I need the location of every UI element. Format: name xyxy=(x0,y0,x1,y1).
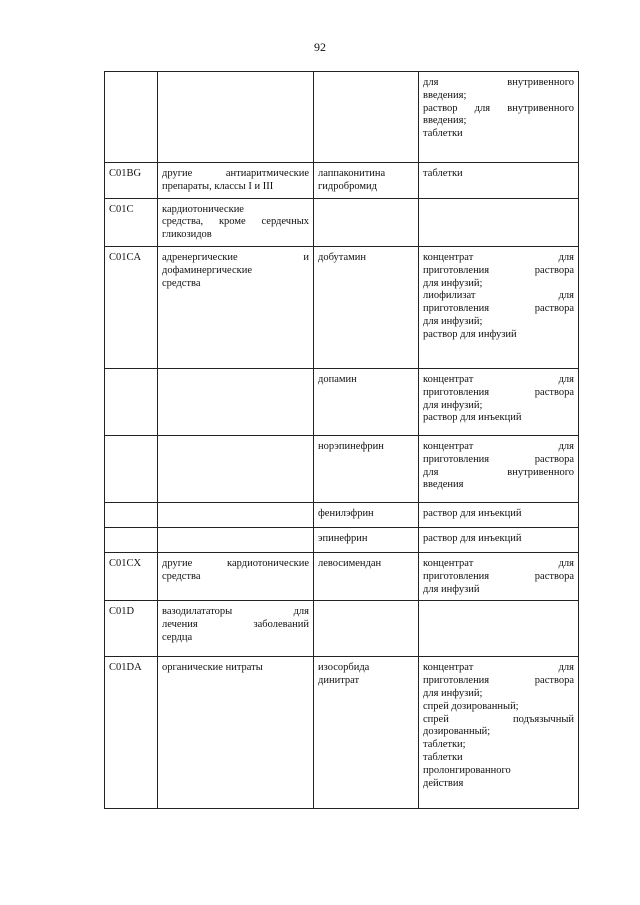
table-row xyxy=(105,246,579,368)
dosage-forms-cell xyxy=(419,435,579,502)
cell-line: препараты, классы I и III xyxy=(162,180,274,192)
cell-line: спрей подъязычный xyxy=(423,713,574,725)
group-cell xyxy=(158,246,314,368)
cell-line: приготовления раствора xyxy=(423,386,574,398)
cell-line: дофаминергические xyxy=(162,264,253,276)
cell-line: средства xyxy=(162,277,201,289)
cell-line: адренергические и xyxy=(162,251,309,263)
cell-line: гликозидов xyxy=(162,229,212,241)
drug-name-cell xyxy=(314,435,419,502)
cell-line: приготовления раствора xyxy=(423,453,574,465)
table-row xyxy=(105,435,579,502)
cell-line: фенилэфрин xyxy=(318,507,374,519)
cell-line: для внутривенного xyxy=(423,77,574,88)
cell-line: лаппаконитина xyxy=(318,168,386,179)
cell-line: средства, кроме сердечных xyxy=(162,216,309,228)
cell-line: раствор для инъекций xyxy=(423,532,522,544)
cell-line: введения; xyxy=(423,115,467,127)
dosage-forms-cell xyxy=(419,198,579,246)
cell-line: таблетки xyxy=(423,128,463,140)
atc-code-cell xyxy=(105,657,158,809)
cell-line: введения xyxy=(423,479,464,491)
cell-line: для инфузий; xyxy=(423,315,483,327)
cell-line: таблетки; xyxy=(423,739,466,751)
drug-name-cell xyxy=(314,163,419,199)
cell-line: концентрат для xyxy=(423,251,574,263)
cell-line: изосорбида xyxy=(318,662,370,674)
cell-line: эпинефрин xyxy=(318,532,368,544)
dosage-forms-cell xyxy=(419,601,579,657)
table-row xyxy=(105,72,579,163)
drug-name-cell xyxy=(314,527,419,552)
dosage-forms-cell xyxy=(419,502,579,527)
cell-text: C01D xyxy=(109,606,135,618)
cell-line: таблетки xyxy=(423,751,463,763)
atc-code-cell xyxy=(105,72,158,163)
cell-line: допамин xyxy=(318,373,357,385)
cell-line: приготовления раствора xyxy=(423,675,574,687)
group-cell xyxy=(158,601,314,657)
cell-line: органические нитраты xyxy=(162,662,263,674)
dosage-forms-cell xyxy=(419,72,579,163)
dosage-forms-cell xyxy=(419,246,579,368)
table-row xyxy=(105,657,579,809)
cell-line: гидробромид xyxy=(318,180,378,192)
drug-name-cell xyxy=(314,657,419,809)
group-cell xyxy=(158,198,314,246)
cell-line: дозированный; xyxy=(423,726,491,738)
group-cell xyxy=(158,72,314,163)
drug-name-cell xyxy=(314,368,419,435)
cell-line: раствор для инъекций xyxy=(423,507,522,519)
drug-name-cell xyxy=(314,72,419,163)
atc-code-cell xyxy=(105,246,158,368)
table-row xyxy=(105,368,579,435)
group-cell xyxy=(158,368,314,435)
atc-code-cell xyxy=(105,368,158,435)
table-row xyxy=(105,163,579,199)
cell-line: действия xyxy=(423,777,464,789)
drug-name-cell xyxy=(314,552,419,600)
cell-text: C01CA xyxy=(109,251,142,263)
drug-table xyxy=(104,71,579,809)
drug-name-cell xyxy=(314,198,419,246)
group-cell xyxy=(158,657,314,809)
cell-line: вазодилататоры для xyxy=(162,606,309,618)
cell-line: лиофилизат для xyxy=(423,290,574,302)
cell-line: приготовления раствора xyxy=(423,570,574,582)
table-row xyxy=(105,502,579,527)
table-body xyxy=(105,72,579,809)
cell-line: средства xyxy=(162,570,201,582)
cell-line: концентрат для xyxy=(423,373,574,385)
cell-line: концентрат для xyxy=(423,557,574,569)
table-row xyxy=(105,601,579,657)
drug-name-cell xyxy=(314,601,419,657)
cell-line: приготовления раствора xyxy=(423,303,574,315)
group-cell xyxy=(158,163,314,199)
dosage-forms-cell xyxy=(419,657,579,809)
group-cell xyxy=(158,435,314,502)
atc-code-cell xyxy=(105,527,158,552)
cell-line: для инфузий; xyxy=(423,687,483,699)
table-row xyxy=(105,527,579,552)
cell-line: лечения заболеваний xyxy=(162,619,309,631)
cell-line: другие кардиотонические xyxy=(162,557,309,569)
atc-code-cell xyxy=(105,601,158,657)
cell-text: C01C xyxy=(109,203,134,215)
cell-line: другие антиаритмические xyxy=(162,168,309,179)
atc-code-cell xyxy=(105,502,158,527)
group-cell xyxy=(158,552,314,600)
cell-line: концентрат для xyxy=(423,440,574,452)
cell-line: приготовления раствора xyxy=(423,264,574,276)
cell-line: концентрат для xyxy=(423,662,574,674)
cell-line: раствор для внутривенного xyxy=(423,102,574,114)
atc-code-cell xyxy=(105,198,158,246)
cell-line: раствор для инъекций xyxy=(423,412,522,424)
group-cell xyxy=(158,502,314,527)
cell-line: таблетки xyxy=(423,168,463,179)
cell-text: C01CX xyxy=(109,557,142,569)
cell-line: пролонгированного xyxy=(423,764,511,776)
cell-line: динитрат xyxy=(318,675,360,687)
cell-text: C01BG xyxy=(109,168,142,179)
atc-code-cell xyxy=(105,552,158,600)
cell-line: левосимендан xyxy=(318,557,382,569)
page-number: 92 xyxy=(314,40,326,54)
cell-line: спрей дозированный; xyxy=(423,700,519,712)
cell-line: сердца xyxy=(162,631,193,643)
cell-line: раствор для инфузий xyxy=(423,328,517,340)
cell-line: для инфузий; xyxy=(423,399,483,411)
table-row xyxy=(105,552,579,600)
cell-line: для инфузий; xyxy=(423,277,483,289)
cell-line: кардиотонические xyxy=(162,203,244,215)
dosage-forms-cell xyxy=(419,368,579,435)
dosage-forms-cell xyxy=(419,163,579,199)
drug-name-cell xyxy=(314,246,419,368)
cell-line: для инфузий xyxy=(423,583,480,595)
dosage-forms-cell xyxy=(419,552,579,600)
dosage-forms-cell xyxy=(419,527,579,552)
drug-name-cell xyxy=(314,502,419,527)
cell-text: C01DA xyxy=(109,662,142,674)
atc-code-cell xyxy=(105,163,158,199)
cell-line: для внутривенного xyxy=(423,466,574,478)
cell-line: добутамин xyxy=(318,251,367,263)
cell-line: норэпинефрин xyxy=(318,440,384,452)
table-row xyxy=(105,198,579,246)
group-cell xyxy=(158,527,314,552)
atc-code-cell xyxy=(105,435,158,502)
cell-line: введения; xyxy=(423,89,467,101)
